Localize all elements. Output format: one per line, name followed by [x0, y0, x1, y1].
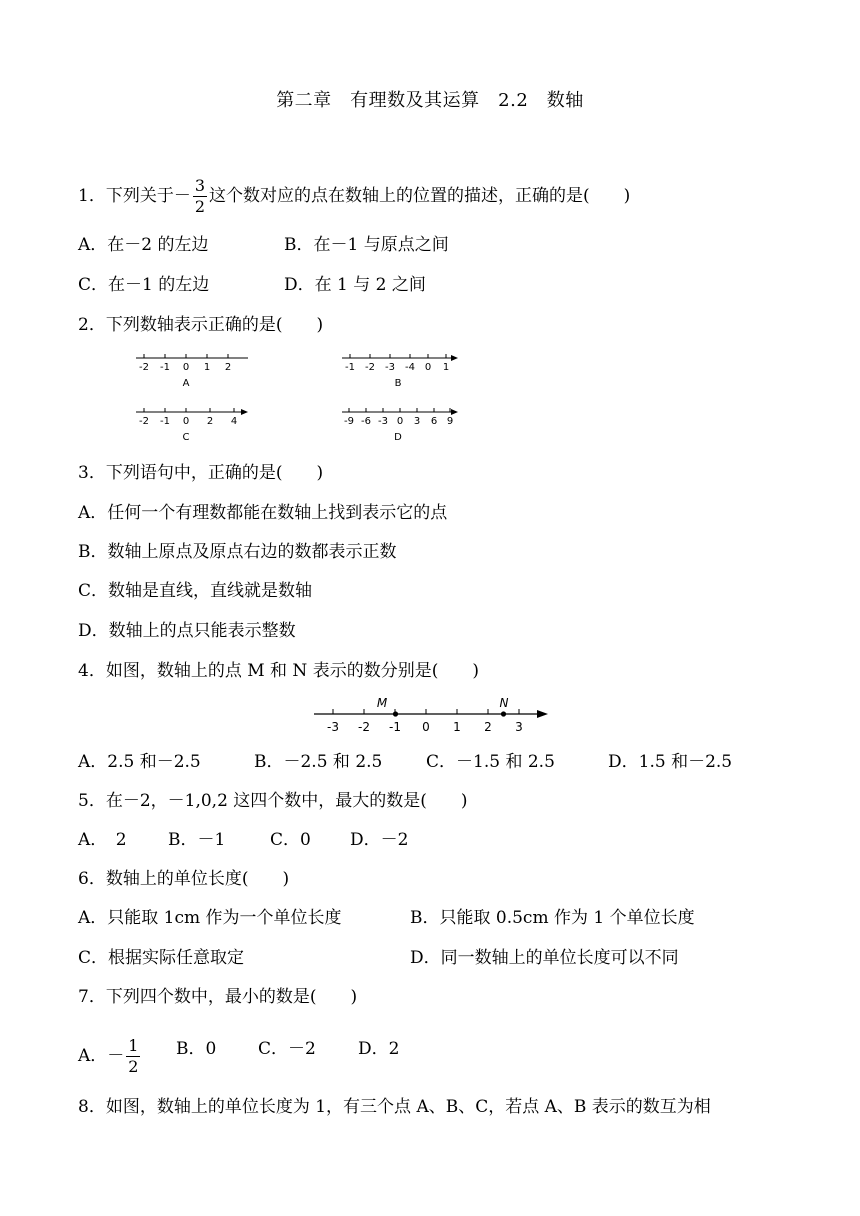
number-line-options-figure: [130, 350, 470, 450]
question-6-option-b: B．只能取 0.5cm 作为 1 个单位长度: [410, 908, 695, 928]
page-title: 第二章 有理数及其运算 2.2 数轴: [276, 90, 584, 111]
question-5-stem: 5．在－2，－1,0,2 这四个数中，最大的数是( ): [78, 791, 468, 811]
axis-d-label: D: [394, 432, 402, 443]
axis-d-tick: 6: [430, 416, 438, 427]
axis-mn-tick: -3: [327, 720, 339, 734]
question-1-option-d: D．在 1 与 2 之间: [284, 275, 426, 295]
question-1-stem: [78, 178, 630, 215]
axis-d-tick: -3: [378, 416, 388, 427]
question-6-option-d: D．同一数轴上的单位长度可以不同: [410, 948, 679, 968]
axis-d-tick: -9: [344, 416, 354, 427]
point-n: [501, 711, 506, 716]
axis-d-tick: 3: [413, 416, 421, 427]
axis-b-tick: -1: [345, 362, 355, 373]
axis-mn-tick: 2: [484, 720, 492, 734]
question-5-option-b: B．－1: [168, 830, 226, 850]
axis-b-tick: 1: [442, 362, 450, 373]
fraction-one-half: $\frac{1}{2}$: [128, 1036, 139, 1076]
axis-c-label: C: [182, 432, 190, 443]
point-n-label: N: [499, 696, 509, 710]
axis-a-label: A: [182, 378, 190, 389]
question-1-prefix: 1．下列关于－: [78, 186, 191, 206]
question-4-option-a: A．2.5 和－2.5: [78, 752, 201, 772]
axis-mn-tick: -2: [358, 720, 370, 734]
question-5-option-c: C．0: [270, 830, 311, 850]
question-7-option-a: A．－ $\frac{1}{2}$: [78, 1036, 139, 1076]
point-m: [393, 711, 398, 716]
axis-a-tick: -2: [139, 362, 149, 373]
question-7-stem: 7．下列四个数中，最小的数是( ): [78, 987, 358, 1007]
question-3-option-a: A．任何一个有理数都能在数轴上找到表示它的点: [78, 503, 448, 523]
question-1-option-c: C．在－1 的左边: [78, 275, 210, 295]
axis-c-tick: -2: [139, 416, 149, 427]
axis-a-tick: 0: [182, 362, 190, 373]
question-2-stem: 2．下列数轴表示正确的是( ): [78, 315, 324, 335]
fraction-three-halves: $\frac{3}{2}$: [194, 176, 206, 216]
axis-d-tick: 9: [446, 416, 454, 427]
number-line-d: [342, 408, 458, 443]
number-line-mn-figure: [308, 694, 554, 738]
question-4-option-d: D．1.5 和－2.5: [608, 752, 733, 772]
question-3-option-d: D．数轴上的点只能表示整数: [78, 621, 296, 641]
question-5-option-a: A． 2: [78, 830, 127, 850]
axis-c-tick: 2: [206, 416, 214, 427]
axis-c-tick: -1: [160, 416, 170, 427]
question-4-option-c: C．－1.5 和 2.5: [426, 752, 555, 772]
question-7-option-d: D．2: [358, 1039, 400, 1059]
axis-mn-tick: 3: [515, 720, 523, 734]
axis-d-tick: -6: [361, 416, 371, 427]
question-3-option-b: B．数轴上原点及原点右边的数都表示正数: [78, 542, 397, 562]
question-1-suffix: 这个数对应的点在数轴上的位置的描述，正确的是( ): [209, 186, 631, 206]
axis-b-tick: 0: [424, 362, 432, 373]
axis-c-tick: 0: [182, 416, 190, 427]
axis-d-tick: 0: [396, 416, 404, 427]
question-1-option-a: A．在－2 的左边: [78, 235, 209, 255]
axis-mn-tick: 0: [422, 720, 430, 734]
question-3-stem: 3．下列语句中，正确的是( ): [78, 463, 324, 483]
axis-b-tick: -2: [365, 362, 375, 373]
question-3-option-c: C．数轴是直线，直线就是数轴: [78, 581, 313, 601]
question-7-option-c: C．－2: [258, 1039, 316, 1059]
axis-c-tick: 4: [230, 416, 238, 427]
axis-a-tick: -1: [160, 362, 170, 373]
axis-b-tick: -4: [405, 362, 415, 373]
number-line-b: [342, 354, 458, 389]
question-7-option-b: B．0: [176, 1039, 217, 1059]
point-m-label: M: [376, 696, 388, 710]
number-line-a: [136, 354, 248, 389]
axis-a-tick: 1: [203, 362, 211, 373]
question-6-option-a: A．只能取 1cm 作为一个单位长度: [78, 908, 342, 928]
question-4-option-b: B．－2.5 和 2.5: [254, 752, 383, 772]
axis-b-label: B: [394, 378, 402, 389]
axis-b-tick: -3: [385, 362, 395, 373]
question-6-stem: 6．数轴上的单位长度( ): [78, 869, 290, 889]
question-4-stem: 4．如图，数轴上的点 M 和 N 表示的数分别是( ): [78, 661, 479, 681]
question-5-option-d: D．－2: [350, 830, 409, 850]
axis-mn-tick: -1: [389, 720, 401, 734]
question-8-stem: 8．如图，数轴上的单位长度为 1，有三个点 A、B、C，若点 A、B 表示的数互为相: [78, 1097, 711, 1117]
question-1-option-b: B．在－1 与原点之间: [284, 235, 449, 255]
number-line-c: [136, 408, 248, 443]
axis-mn-tick: 1: [453, 720, 461, 734]
question-6-option-c: C．根据实际任意取定: [78, 948, 245, 968]
axis-a-tick: 2: [224, 362, 232, 373]
